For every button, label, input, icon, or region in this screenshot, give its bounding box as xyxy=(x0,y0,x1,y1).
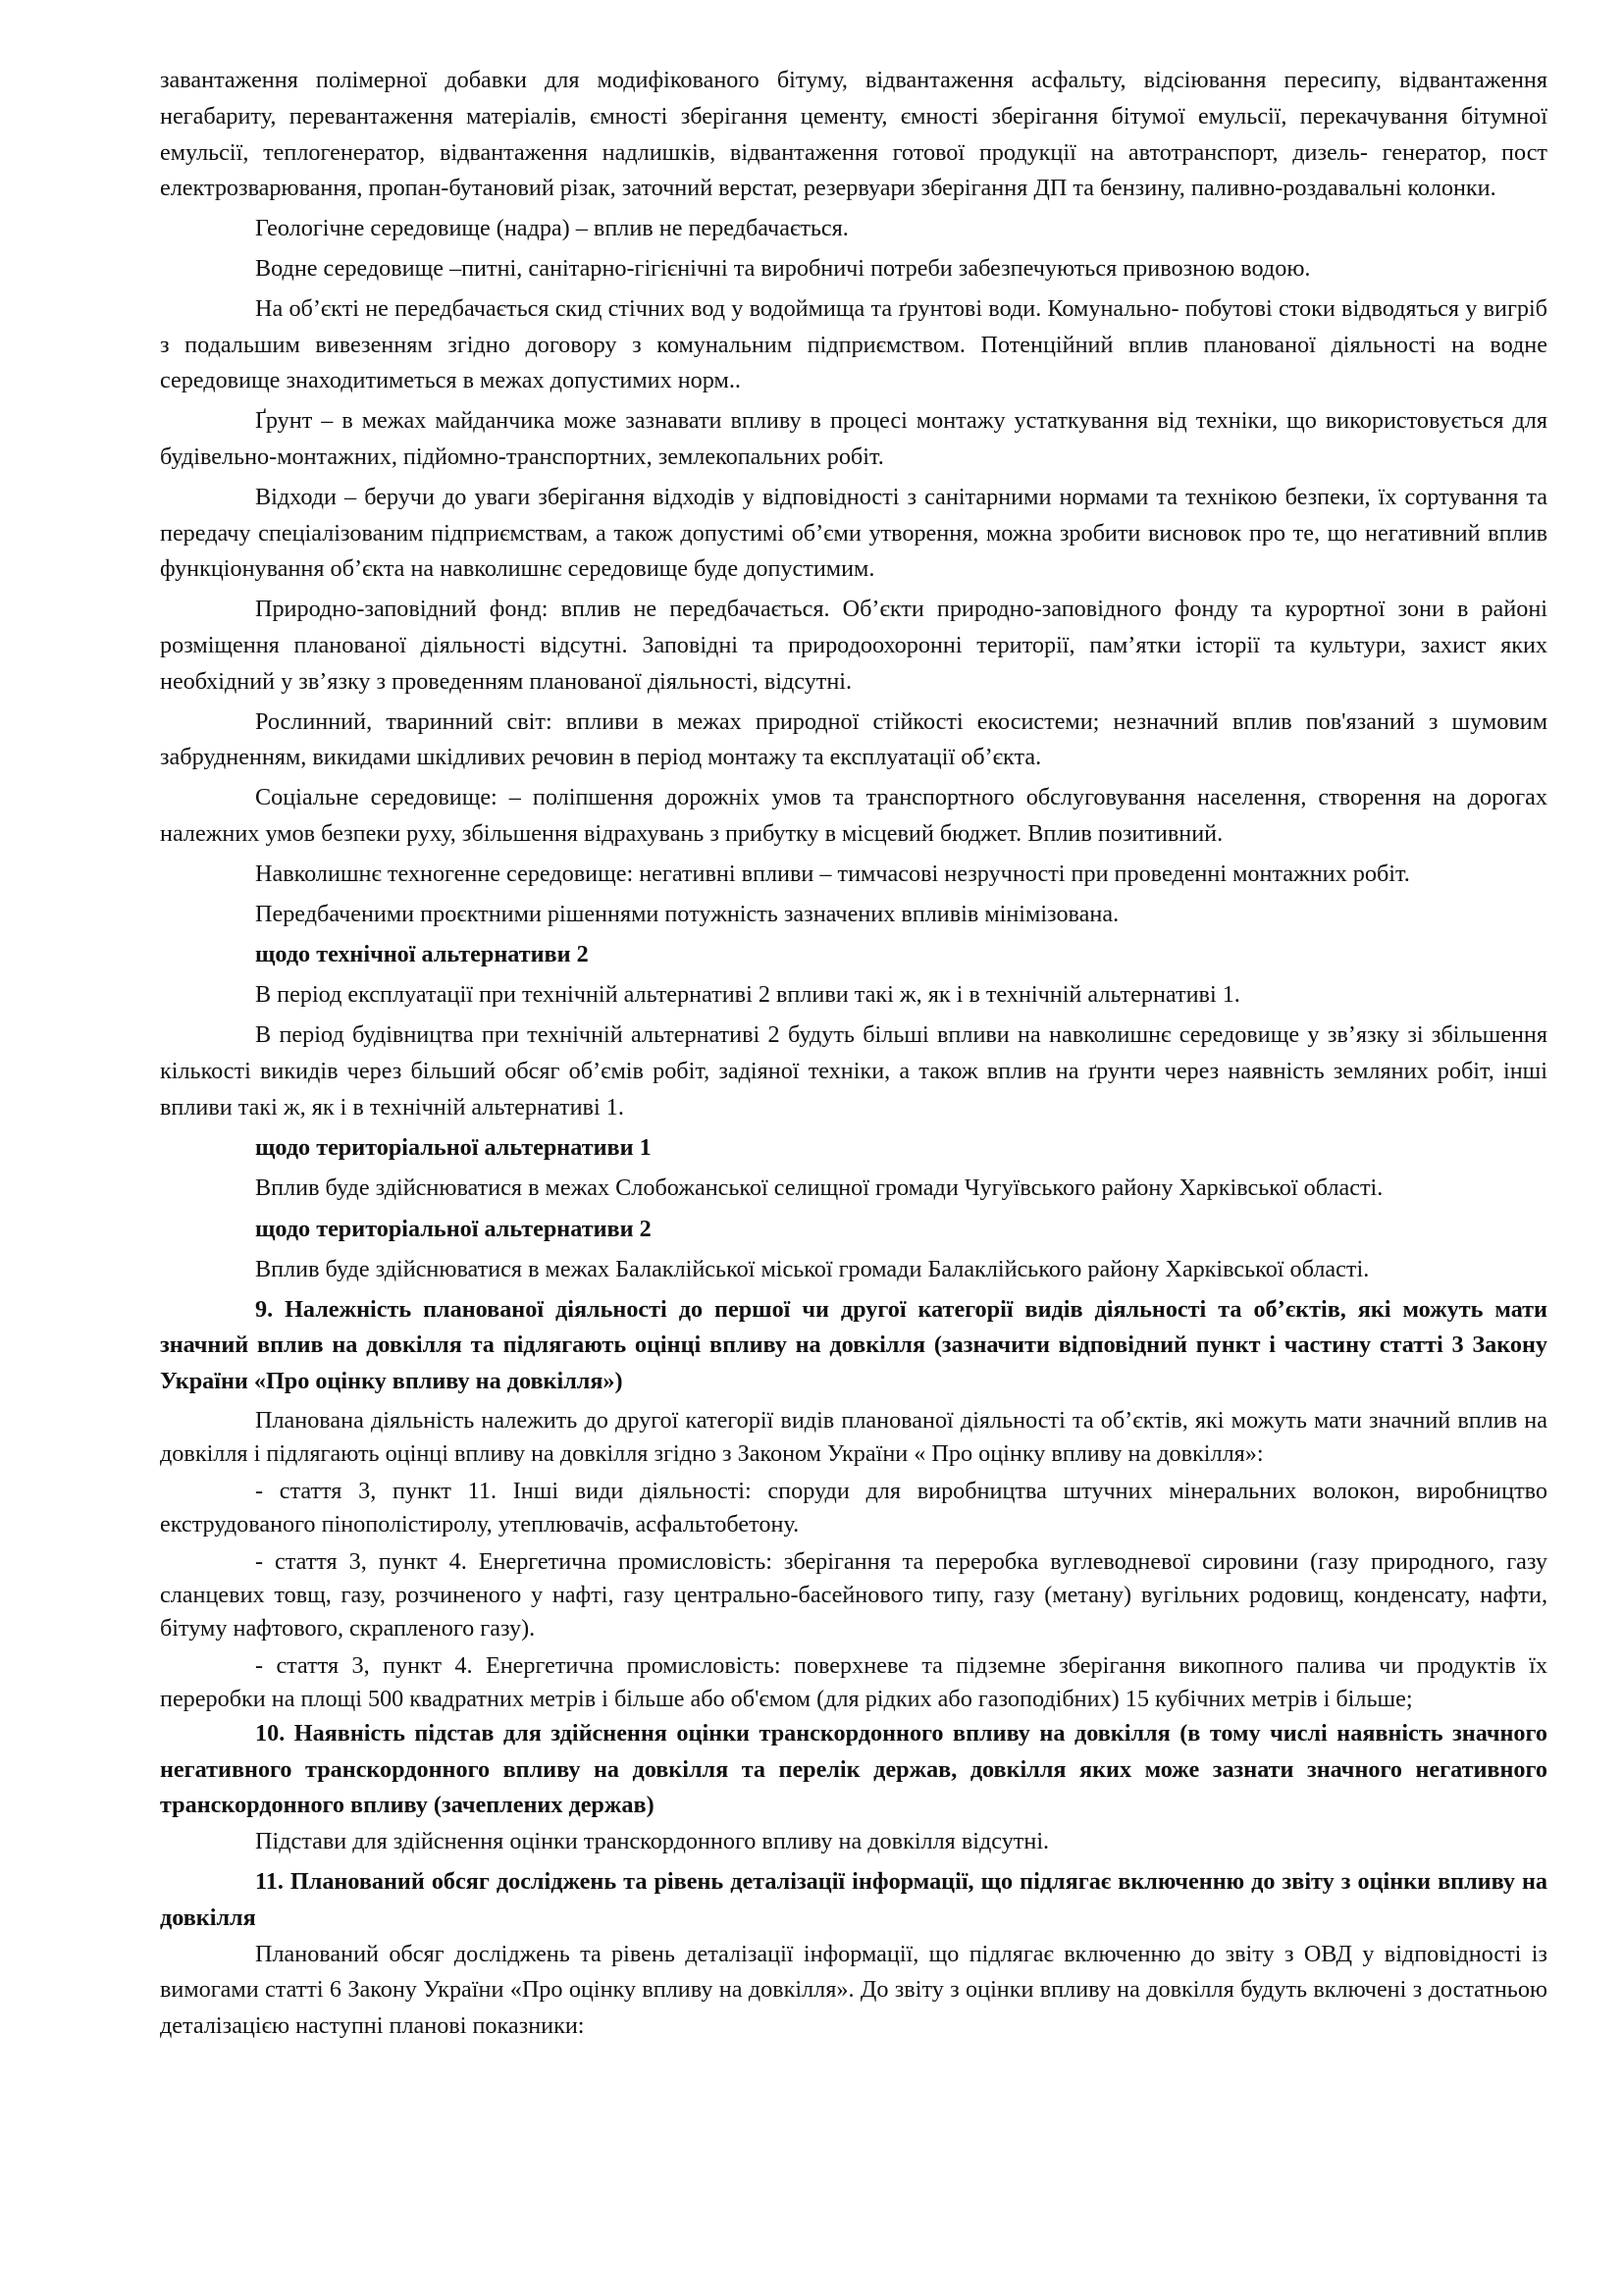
paragraph-technogenic-environment: Навколишнє техногенне середовище: негативні впливи – тимчасові незручності при проведенні монтажних робіт. xyxy=(255,860,1410,887)
paragraph-waste: Відходи – беручи до уваги зберігання відходів у відповідності з санітарними нормами та технікою безпеки, їх сортування та передачу спеціалізованим підприємствам, а також допустимі об’єми утворення, можна зробити висновок про те, що негативний вплив функціонування об’єкта на навколишнє середовище буде допустимим. xyxy=(160,483,1547,583)
section-heading-11: 11. Планований обсяг досліджень та рівень деталізації інформації, що підлягає включенню до звіту з оцінки впливу на довкілля xyxy=(160,1868,1547,1931)
list-item-article3-point11: - стаття 3, пункт 11. Інші види діяльності: споруди для виробництва штучних мінеральних волокон, виробництво екструдованого пінополістиролу, утеплювачів, асфальтобетону. xyxy=(160,1477,1547,1538)
paragraph-territorial-alt1: Вплив буде здійснюватися в межах Слобожанської селищної громади Чугуївського району Харківської області. xyxy=(255,1174,1384,1202)
list-item-article3-point4-storage: - стаття 3, пункт 4. Енергетична промисловість: поверхневе та підземне зберігання викопного палива чи продуктів їх переробки на площі 500 квадратних метрів і більше або об'ємом (для рідких або газоподібних) 15 кубічних метрів і більше; xyxy=(160,1651,1547,1712)
paragraph-soil: Ґрунт – в межах майданчика може зазнавати впливу в процесі монтажу устаткування від техніки, що використовується для будівельно-монтажних, підйомно-транспортних, землекопальних робіт. xyxy=(160,407,1547,470)
paragraph-nature-reserve: Природно-заповідний фонд: вплив не передбачається. Об’єкти природно-заповідного фонду та курортної зони в районі розміщення планованої діяльності відсутні. Заповідні та природоохоронні території, пам’ятки історії та культури, захист яких необхідний у зв’язку з проведенням планованої діяльності, відсутні. xyxy=(160,596,1547,695)
subheading-technical-alternative-2: щодо технічної альтернативи 2 xyxy=(255,941,589,968)
paragraph-flora-fauna: Рослинний, тваринний світ: впливи в межах природної стійкості екосистеми; незначний вплив пов'язаний з шумовим забрудненням, викидами шкідливих речовин в період монтажу та експлуатації об’єкта. xyxy=(160,707,1547,771)
section-heading-9: 9. Належність планованої діяльності до першої чи другої категорії видів діяльності та об’єктів, які можуть мати значний вплив на довкілля та підлягають оцінці впливу на довкілля (зазначити відповідний пункт і частину статті 3 Закону України «Про оцінку впливу на довкілля») xyxy=(160,1295,1547,1395)
paragraph-transboundary: Підстави для здійснення оцінки транскордонного впливу на довкілля відсутні. xyxy=(255,1828,1050,1855)
paragraph-operation-alt2: В період експлуатації при технічній альтернативі 2 впливи такі ж, як і в технічній альтернативі 1. xyxy=(255,981,1240,1009)
paragraph-emissions-sources: завантаження полімерної добавки для модифікованого бітуму, відвантаження асфальту, відсіювання пересипу, відвантаження негабариту, перевантаження матеріалів, ємності зберігання цементу, ємності зберігання бітумої емульсії, перекачування бітумної емульсії, теплогенератор, відвантаження надлишків, відвантаження готової продукції на автотранспорт, дизель- генератор, пост електрозварювання, пропан-бутановий різак, заточний верстат, резервуари зберігання ДП та бензину, паливно-роздавальні колонки. xyxy=(160,67,1547,202)
subheading-territorial-alternative-2: щодо територіальної альтернативи 2 xyxy=(255,1215,652,1242)
paragraph-research-scope: Планований обсяг досліджень та рівень деталізації інформації, що підлягає включенню до звіту з ОВД у відповідності із вимогами статті 6 Закону України «Про оцінку впливу на довкілля». До звіту з оцінки впливу на довкілля будуть включені з достатньою деталізацією наступні планові показники: xyxy=(160,1940,1547,2040)
paragraph-social-environment: Соціальне середовище: – поліпшення дорожніх умов та транспортного обслуговування населення, створення на дорогах належних умов безпеки руху, збільшення відрахувань з прибутку в місцевий бюджет. Вплив позитивний. xyxy=(160,784,1547,847)
paragraph-minimization: Передбаченими проєктними рішеннями потужність зазначених впливів мінімізована. xyxy=(255,900,1120,927)
paragraph-category: Планована діяльність належить до другої категорії видів планованої діяльності та об’єктів, які можуть мати значний вплив на довкілля і підлягають оцінці впливу на довкілля згідно з Законом України « Про оцінку впливу на довкілля»: xyxy=(160,1406,1547,1467)
paragraph-geological-environment: Геологічне середовище (надра) – вплив не передбачається. xyxy=(255,215,849,242)
section-heading-10: 10. Наявність підстав для здійснення оцінки транскордонного впливу на довкілля (в тому числі наявність значного негативного транскордонного впливу на довкілля та перелік держав, довкілля яких може зазнати значного негативного транскордонного впливу (зачеплених держав) xyxy=(160,1719,1547,1819)
paragraph-territorial-alt2: Вплив буде здійснюватися в межах Балаклійської міської громади Балаклійського району Харківської області. xyxy=(255,1255,1370,1282)
paragraph-construction-alt2: В період будівництва при технічній альтернативі 2 будуть більші впливи на навколишнє середовище у зв’язку зі збільшення кількості викидів через більший обсяг об’ємів робіт, задіяної техніки, а також вплив на ґрунти через наявність земляних робіт, інші впливи такі ж, як і в технічній альтернативі 1. xyxy=(160,1020,1547,1121)
subheading-territorial-alternative-1: щодо територіальної альтернативи 1 xyxy=(255,1134,652,1162)
paragraph-water-environment: Водне середовище –питні, санітарно-гігієнічні та виробничі потреби забезпечуються привозною водою. xyxy=(255,254,1311,282)
list-item-article3-point4-processing: - стаття 3, пункт 4. Енергетична промисловість: зберігання та переробка вуглеводневої сировини (газу природного, газу сланцевих товщ, газу, розчиненого у нафті, газу центрально-басейнового типу, газу (метану) вугільних родовищ, конденсату, нафти, бітуму нафтового, скрапленого газу). xyxy=(160,1547,1547,1642)
paragraph-wastewater: На об’єкті не передбачається скид стічних вод у водоймища та ґрунтові води. Комунально- побутові стоки відводяться у вигріб з подальшим вивезенням згідно договору з комунальним підприємством. Потенційний вплив планованої діяльності на водне середовище знаходитиметься в межах допустимих норм.. xyxy=(160,294,1547,394)
